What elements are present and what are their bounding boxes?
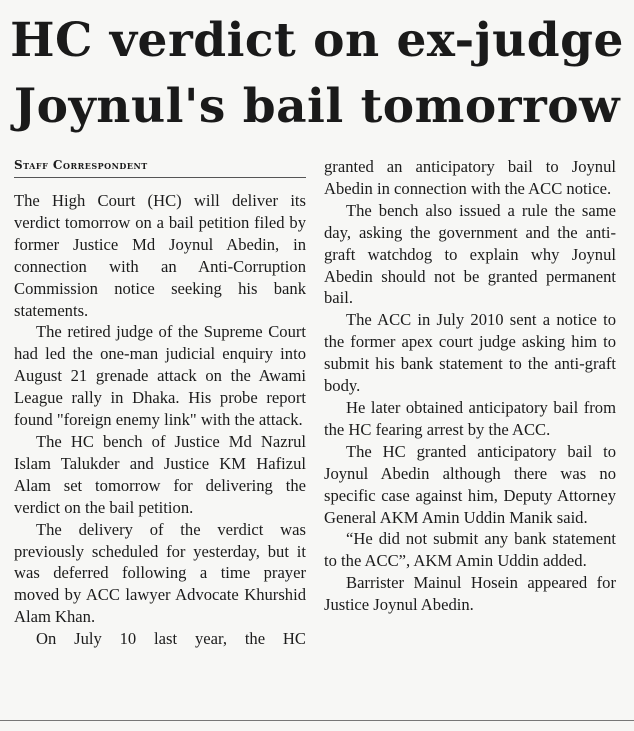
- article-column-right: [324, 156, 616, 616]
- paragraph: The bench also issued a rule the same day, asking the government and the anti-graft watchdog to explain why Joynul Abedin should not be granted permanent bail.: [324, 200, 616, 308]
- paragraph: The ACC in July 2010 sent a notice to the former apex court judge asking him to submit his bank statement to the anti-graft body.: [324, 310, 616, 396]
- byline: Staff Correspondent: [14, 158, 306, 178]
- headline-line-1: HC verdict on ex-judge: [10, 13, 624, 68]
- paragraph: granted an anticipatory bail to Joynul Abedin in connection with the ACC notice.: [324, 157, 616, 198]
- paragraph: The retired judge of the Supreme Court had led the one-man judicial enquiry into August 21 grenade attack on the Awami League rally in Dhaka. His probe report found "foreign enemy link" with the attack.: [14, 322, 306, 430]
- paragraph: “He did not submit any bank statement to the ACC”, AKM Amin Uddin added.: [324, 529, 616, 571]
- headline-line-2: Joynul's bail tomorrow: [13, 79, 621, 134]
- article-column-left: [14, 190, 306, 650]
- paragraph: He later obtained anticipatory bail from the HC fearing arrest by the ACC.: [324, 397, 616, 439]
- headline: [0, 8, 634, 140]
- paragraph: The High Court (HC) will deliver its verdict tomorrow on a bail petition filed by former Justice Md Joynul Abedin, in connection with an Anti-Corruption Commission notice seeking his bank statements.: [14, 191, 306, 320]
- paragraph: The HC granted anticipatory bail to Joynul Abedin although there was no specific case against him, Deputy Attorney General AKM Amin Uddin Manik said.: [324, 441, 616, 527]
- paragraph: The HC bench of Justice Md Nazrul Islam Talukder and Justice KM Hafizul Alam set tomorrow for delivering the verdict on the bail petition.: [14, 431, 306, 517]
- bottom-rule: [0, 720, 634, 721]
- paragraph: Barrister Mainul Hosein appeared for Justice Joynul Abedin.: [324, 573, 616, 615]
- paragraph: The delivery of the verdict was previously scheduled for yesterday, but it was deferred following a time prayer moved by ACC lawyer Advocate Khurshid Alam Khan.: [14, 519, 306, 627]
- paragraph: On July 10 last year, the HC: [36, 629, 306, 649]
